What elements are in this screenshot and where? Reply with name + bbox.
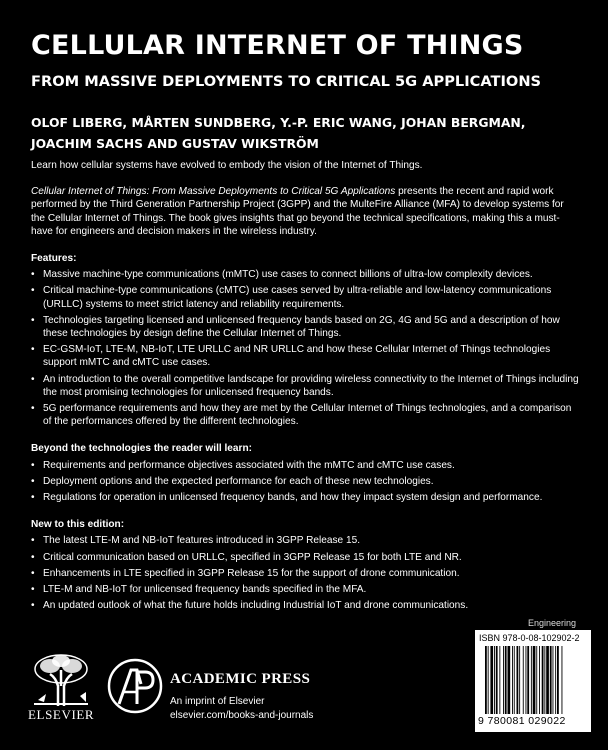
academic-press-ap-logo-icon	[107, 658, 163, 714]
list-item: • EC-GSM-IoT, LTE-M, NB-IoT, LTE URLLC and NR URLLC and how these Cellular Internet of Things technologies support mMTC and cMTC use cases.	[31, 343, 579, 369]
list-item: • Enhancements in LTE specified in 3GPP Release 15 for the support of drone communication.	[31, 567, 579, 580]
barcode-bar	[514, 646, 515, 714]
barcode-bar	[526, 646, 527, 714]
elsevier-wordmark: ELSEVIER	[28, 707, 95, 722]
barcode-bar	[542, 646, 544, 714]
academic-press-name: ACADEMIC PRESS	[170, 671, 311, 687]
authors-line-2: JOACHIM SACHS AND GUSTAV WIKSTRÖM	[31, 136, 319, 151]
category-label: Engineering	[528, 618, 577, 628]
barcode-bar	[544, 646, 545, 714]
barcode-bar	[488, 646, 489, 714]
beyond-heading: Beyond the technologies the reader will learn:	[31, 443, 252, 455]
book-subtitle: FROM MASSIVE DEPLOYMENTS TO CRITICAL 5G APPLICATIONS	[31, 73, 542, 90]
intro-text: Learn how cellular systems have evolved to embody the vision of the Internet of Things.	[31, 160, 423, 171]
list-item: • The latest LTE-M and NB-IoT features introduced in 3GPP Release 15.	[31, 534, 579, 547]
barcode-bar	[496, 646, 498, 714]
beyond-list	[31, 459, 579, 505]
new-edition-list	[31, 534, 579, 612]
description-book-title: Cellular Internet of Things: From Massive Deployments to Critical 5G Applications	[31, 186, 396, 198]
barcode-bar	[503, 646, 504, 714]
list-item: • Technologies targeting licensed and unlicensed frequency bands based on 2G, 4G and 5G and a description of how these technologies by design define the Cellular Internet of Things.	[31, 314, 579, 340]
features-heading: Features:	[31, 253, 77, 265]
barcode-bar	[499, 646, 500, 714]
back-cover-body	[31, 159, 579, 612]
barcode-bar	[550, 646, 552, 714]
list-item: • Deployment options and the expected performance for each of these new technologies.	[31, 475, 579, 488]
barcode-bar	[533, 646, 536, 714]
barcode-bar	[527, 646, 529, 714]
description-text: presents the recent and rapid work performed by the Third Generation Partnership Project (3GPP) and the MulteFire Alliance (MFA) to develop systems for the Cellular Internet of Things. The book gives insights that go beyond the technical specifications, making this a must-have for engineers and decision makers in the wireless industry.	[31, 186, 564, 237]
list-item: • 5G performance requirements and how they are met by the Cellular Internet of Things technologies, and a comparison of the performances offered by the different technologies.	[31, 402, 579, 428]
barcode-bar	[555, 646, 556, 714]
barcode-bar	[490, 646, 493, 714]
description-paragraph	[31, 185, 579, 238]
beyond-section	[31, 442, 579, 504]
publisher-url: elsevier.com/books-and-journals	[170, 710, 314, 721]
list-item: • Requirements and performance objectives associated with the mMTC and cMTC use cases.	[31, 459, 579, 472]
list-item: • Massive machine-type communications (mMTC) use cases to connect billions of ultra-low complexity devices.	[31, 268, 579, 281]
barcode-bar	[546, 646, 549, 714]
isbn-barcode-box	[475, 630, 591, 732]
list-item: • LTE-M and NB-IoT for unlicensed frequency bands specified in the MFA.	[31, 583, 579, 596]
features-section	[31, 252, 579, 428]
barcode-bar	[508, 646, 511, 714]
barcode-icon	[485, 646, 581, 714]
list-item: • Critical communication based on URLLC, specified in 3GPP Release 15 for both LTE and NR.	[31, 551, 579, 564]
barcode-bar	[485, 646, 487, 714]
list-item: • Critical machine-type communications (cMTC) use cases served by ultra-reliable and low-latency communications (URLLC) systems to meet strict latency and reliability requirements.	[31, 284, 579, 310]
barcode-bar	[505, 646, 507, 714]
book-title: CELLULAR INTERNET OF THINGS	[31, 30, 524, 61]
barcode-digits: 9 780081 029022	[478, 715, 566, 727]
barcode-bar	[517, 646, 519, 714]
list-item: • An updated outlook of what the future holds including Industrial IoT and drone communications.	[31, 599, 579, 612]
barcode-bar	[531, 646, 532, 714]
list-item: • An introduction to the overall competitive landscape for providing wireless connectivity to the Internet of Things including the most promising technologies for unlicensed frequency bands.	[31, 373, 579, 399]
authors-line-1: OLOF LIBERG, MÅRTEN SUNDBERG, Y.-P. ERIC WANG, JOHAN BERGMAN,	[31, 115, 526, 130]
new-edition-heading: New to this edition:	[31, 519, 125, 531]
isbn-label: ISBN 978-0-08-102902-2	[479, 633, 580, 643]
barcode-bar	[519, 646, 520, 714]
new-edition-section	[31, 518, 579, 612]
barcode-bar	[494, 646, 495, 714]
list-item: • Regulations for operation in unlicensed frequency bands, and how they impact system design and performance.	[31, 491, 579, 504]
authors	[31, 112, 526, 154]
features-list	[31, 268, 579, 428]
barcode-bar	[523, 646, 524, 714]
elsevier-tree-logo-icon	[30, 652, 92, 706]
barcode-bar	[536, 646, 537, 714]
imprint-text: An imprint of Elsevier	[170, 696, 265, 707]
barcode-bar	[539, 646, 540, 714]
barcode-bar	[562, 646, 563, 714]
barcode-bar	[512, 646, 513, 714]
barcode-bar	[557, 646, 559, 714]
barcode-bar	[553, 646, 554, 714]
